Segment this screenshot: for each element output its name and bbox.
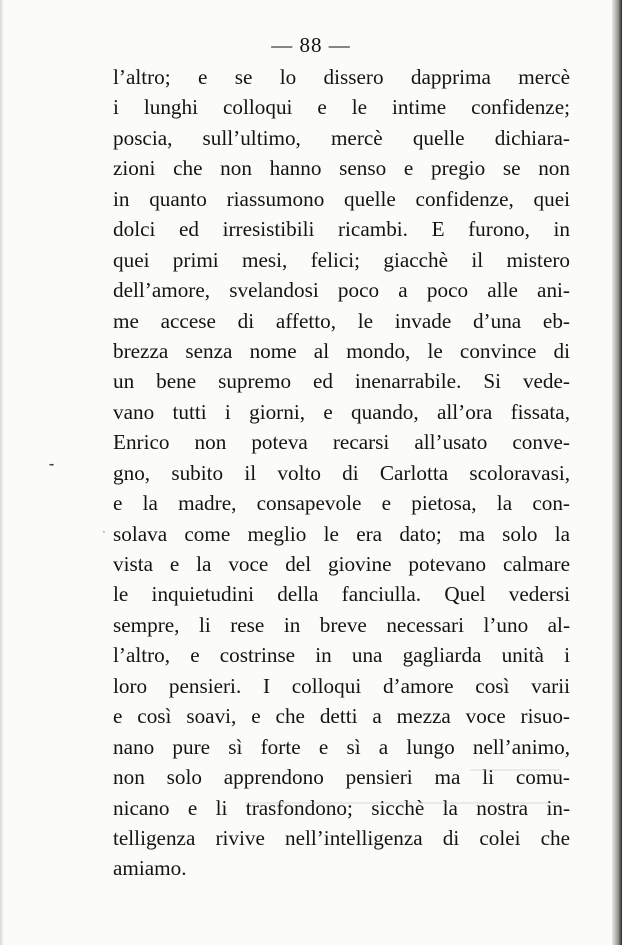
text-line: e così soavi, e che detti a mezza voce risuo- xyxy=(113,704,570,729)
text-line: nicano e li trasfondono; sicchè la nostra in- xyxy=(113,795,570,820)
page-number: — 88 — xyxy=(271,33,351,57)
text-line: me accese di affetto, le invade d’una eb- xyxy=(113,308,570,333)
text-line: vista e la voce del giovine potevano calmare xyxy=(113,552,570,576)
text-line: l’altro, e costrinse in una gagliarda unità i xyxy=(113,643,570,668)
text-line: in quanto riassumono quelle confidenze, quei xyxy=(113,186,570,211)
text-line: poscia, sull’ultimo, mercè quelle dichiara- xyxy=(113,125,570,150)
text-line: gno, subito il volto di Carlotta scoloravasi, xyxy=(113,460,570,485)
text-line: brezza senza nome al mondo, le convince di xyxy=(113,338,570,363)
text-line: i lunghi colloqui e le intime confidenze; xyxy=(113,95,570,120)
text-line: solava come meglio le era dato; ma solo la xyxy=(113,521,570,546)
page-left-edge xyxy=(0,0,4,945)
page-right-edge xyxy=(612,0,622,945)
text-line: Enrico non poteva recarsi all’usato conve- xyxy=(113,430,570,455)
text-line: vano tutti i giorni, e quando, all’ora fissata, xyxy=(113,399,570,424)
text-line: sempre, li rese in breve necessari l’uno al- xyxy=(113,612,570,637)
text-line: nano pure sì forte e sì a lungo nell’animo, xyxy=(113,734,570,759)
margin-mark: ⁃ xyxy=(48,458,55,474)
text-line: e la madre, consapevole e pietosa, la con- xyxy=(113,491,570,516)
body-text xyxy=(113,62,570,884)
text-line: le inquietudini della fanciulla. Quel vedersi xyxy=(113,582,570,607)
text-line: non solo apprendono pensieri ma li comu- xyxy=(113,765,570,790)
text-line: loro pensieri. I colloqui d’amore così varii xyxy=(113,673,570,698)
margin-speck: · xyxy=(102,525,106,539)
text-line: quei primi mesi, felici; giacchè il mistero xyxy=(113,247,570,272)
text-line: zioni che non hanno senso e pregio se non xyxy=(113,156,570,181)
text-line-last: amiamo. xyxy=(113,856,187,881)
text-line: dolci ed irresistibili ricambi. E furono, in xyxy=(113,217,570,242)
text-line: telligenza rivive nell’intelligenza di colei che xyxy=(113,825,570,850)
text-line: dell’amore, svelandosi poco a poco alle ani- xyxy=(113,278,570,303)
text-line: l’altro; e se lo dissero dapprima mercè xyxy=(113,65,570,89)
text-line: un bene supremo ed inenarrabile. Si vede- xyxy=(113,369,570,394)
